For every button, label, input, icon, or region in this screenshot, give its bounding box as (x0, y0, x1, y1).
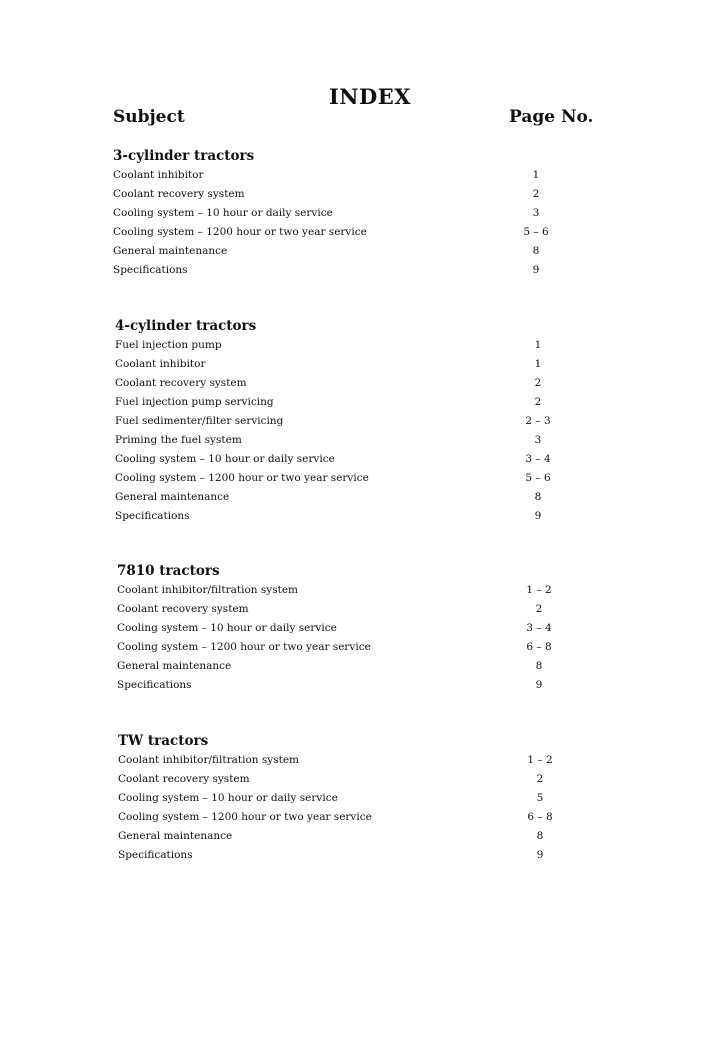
subject-column-header: Subject (113, 107, 185, 127)
row-subject: Coolant inhibitor (115, 358, 206, 370)
row-page-number: 2 (536, 773, 544, 785)
section-7810-tractors (117, 562, 587, 695)
row-subject: Fuel sedimenter/filter servicing (115, 415, 284, 427)
row-page-number: 3 – 4 (526, 622, 552, 634)
row-subject: Cooling system – 1200 hour or two year service (113, 226, 367, 238)
row-subject: General maintenance (113, 245, 228, 257)
row-page-number: 1 – 2 (527, 754, 553, 766)
section-4-cylinder-tractors (115, 317, 585, 526)
index-row (117, 657, 587, 676)
row-page-number: 3 – 4 (525, 453, 551, 465)
row-page-number: 1 – 2 (526, 584, 552, 596)
index-row (118, 770, 588, 789)
row-subject: Fuel injection pump servicing (115, 396, 274, 408)
row-page-number: 8 (535, 660, 543, 672)
row-page-number: 5 – 6 (525, 472, 551, 484)
row-page-number: 9 (535, 679, 543, 691)
row-subject: Coolant recovery system (115, 377, 247, 389)
row-page-number: 8 (534, 491, 542, 503)
index-row (115, 336, 585, 355)
row-page-number: 5 (536, 792, 544, 804)
index-row (113, 261, 583, 280)
index-row (115, 488, 585, 507)
index-row (115, 355, 585, 374)
index-row (113, 223, 583, 242)
row-subject: Fuel injection pump (115, 339, 222, 351)
row-page-number: 8 (536, 830, 544, 842)
index-row (118, 827, 588, 846)
row-subject: Cooling system – 1200 hour or two year service (118, 811, 372, 823)
section-title: 4-cylinder tractors (115, 318, 257, 334)
section-title: 7810 tractors (117, 563, 220, 579)
index-row (115, 412, 585, 431)
page-title: INDEX (328, 84, 412, 109)
row-subject: Specifications (115, 510, 190, 522)
index-row (113, 166, 583, 185)
row-subject: Coolant recovery system (117, 603, 249, 615)
index-row (115, 507, 585, 526)
row-subject: Cooling system – 10 hour or daily service (118, 792, 338, 804)
index-row (117, 600, 587, 619)
row-page-number: 2 (535, 603, 543, 615)
row-page-number: 6 – 8 (527, 811, 553, 823)
row-subject: General maintenance (117, 660, 232, 672)
row-subject: Cooling system – 10 hour or daily service (113, 207, 333, 219)
row-subject: Cooling system – 1200 hour or two year service (115, 472, 369, 484)
row-page-number: 2 (532, 188, 540, 200)
index-row (118, 789, 588, 808)
index-row (115, 374, 585, 393)
row-subject: Priming the fuel system (115, 434, 242, 446)
index-row (113, 185, 583, 204)
index-row (115, 393, 585, 412)
row-page-number: 2 – 3 (525, 415, 551, 427)
index-row (117, 638, 587, 657)
row-subject: General maintenance (115, 491, 230, 503)
row-page-number: 9 (536, 849, 544, 861)
index-row (118, 751, 588, 770)
row-subject: Cooling system – 10 hour or daily service (115, 453, 335, 465)
section-title: TW tractors (118, 733, 209, 749)
row-subject: Cooling system – 1200 hour or two year service (117, 641, 371, 653)
index-row (113, 204, 583, 223)
row-subject: Coolant inhibitor/filtration system (118, 754, 299, 766)
row-page-number: 6 – 8 (526, 641, 552, 653)
section-tw-tractors (118, 732, 588, 865)
index-row (118, 808, 588, 827)
row-page-number: 3 (534, 434, 542, 446)
row-subject: Coolant inhibitor (113, 169, 204, 181)
index-row (118, 846, 588, 865)
row-page-number: 1 (534, 358, 542, 370)
row-page-number: 8 (532, 245, 540, 257)
row-subject: Coolant inhibitor/filtration system (117, 584, 298, 596)
row-page-number: 9 (532, 264, 540, 276)
index-row (117, 619, 587, 638)
section-title: 3-cylinder tractors (113, 148, 255, 164)
row-page-number: 1 (534, 339, 542, 351)
row-page-number: 1 (532, 169, 540, 181)
row-page-number: 9 (534, 510, 542, 522)
index-row (115, 431, 585, 450)
row-subject: Coolant recovery system (118, 773, 250, 785)
row-subject: Cooling system – 10 hour or daily service (117, 622, 337, 634)
page-number-column-header: Page No. (509, 107, 594, 127)
row-subject: Coolant recovery system (113, 188, 245, 200)
section-3-cylinder-tractors (113, 147, 583, 280)
row-subject: Specifications (113, 264, 188, 276)
row-page-number: 2 (534, 377, 542, 389)
row-subject: Specifications (118, 849, 193, 861)
index-row (117, 581, 587, 600)
index-row (115, 469, 585, 488)
row-subject: Specifications (117, 679, 192, 691)
row-page-number: 5 – 6 (523, 226, 549, 238)
index-row (115, 450, 585, 469)
index-row (113, 242, 583, 261)
row-subject: General maintenance (118, 830, 233, 842)
index-row (117, 676, 587, 695)
row-page-number: 3 (532, 207, 540, 219)
row-page-number: 2 (534, 396, 542, 408)
